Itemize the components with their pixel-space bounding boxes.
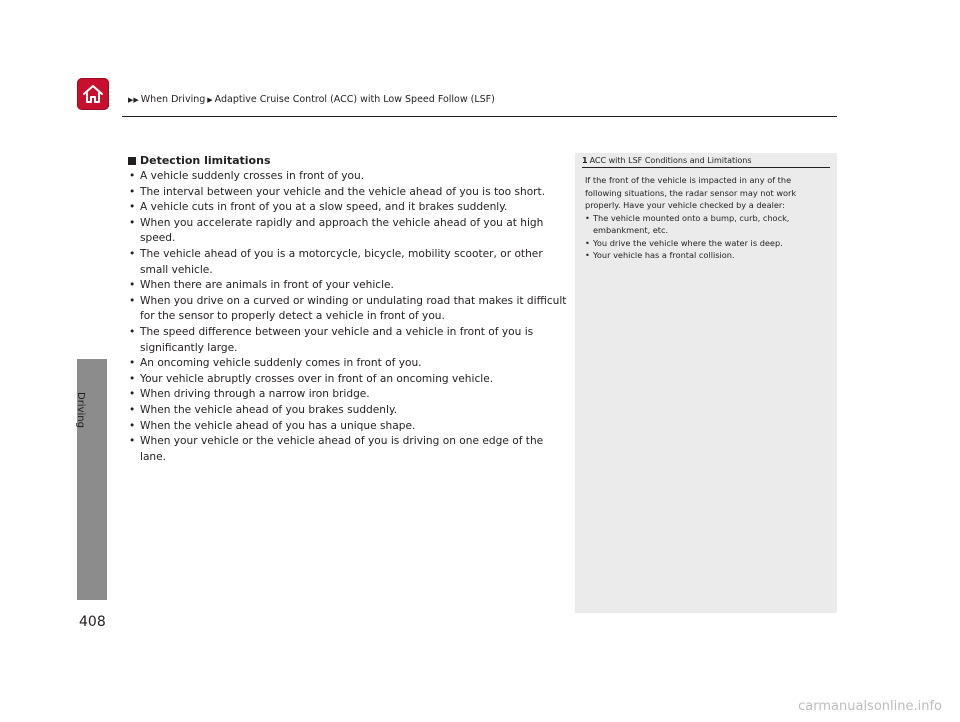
page-number: 408 <box>79 614 106 630</box>
side-note-body <box>575 168 837 262</box>
list-item: • The vehicle ahead of you is a motorcycle, bicycle, mobility scooter, or other small vehicle. <box>128 247 568 278</box>
square-bullet-icon <box>128 157 136 165</box>
list-item: • When driving through a narrow iron bridge. <box>128 387 568 403</box>
home-icon <box>81 83 105 105</box>
list-item: • When the vehicle ahead of you has a unique shape. <box>128 419 568 435</box>
list-item: • When your vehicle or the vehicle ahead of you is driving on one edge of the lane. <box>128 434 568 465</box>
breadcrumb-arrow-icon: ▶▶ <box>128 95 139 104</box>
side-note-heading[interactable] <box>582 156 830 168</box>
section-title: Detection limitations <box>140 154 271 167</box>
list-item: • A vehicle suddenly crosses in front of you. <box>128 169 568 185</box>
breadcrumb <box>128 94 495 105</box>
list-item: • When the vehicle ahead of you brakes suddenly. <box>128 403 568 419</box>
list-item: • An oncoming vehicle suddenly comes in front of you. <box>128 356 568 372</box>
header-divider <box>122 116 837 117</box>
list-item: • When there are animals in front of your vehicle. <box>128 278 568 294</box>
breadcrumb-arrow-icon: ▶ <box>207 95 213 104</box>
home-button[interactable] <box>77 78 109 110</box>
watermark: carmanualsonline.info <box>798 699 942 714</box>
side-note <box>575 153 837 613</box>
chapter-tab-divider <box>77 358 107 359</box>
list-item: • You drive the vehicle where the water is deep. <box>585 237 827 250</box>
list-item: • When you accelerate rapidly and approach the vehicle ahead of you at high speed. <box>128 216 568 247</box>
list-item: • The interval between your vehicle and the vehicle ahead of you is too short. <box>128 185 568 201</box>
chapter-tab-label: Driving <box>75 392 86 428</box>
side-note-intro: If the front of the vehicle is impacted in any of the following situations, the radar sensor may not work properly. Have your vehicle checked by a dealer: <box>585 175 797 210</box>
list-item: • Your vehicle abruptly crosses over in front of an oncoming vehicle. <box>128 372 568 388</box>
side-note-title: ACC with LSF Conditions and Limitations <box>589 156 752 165</box>
list-item: • The speed difference between your vehicle and a vehicle in front of you is significantly large. <box>128 325 568 356</box>
section-heading <box>128 154 568 167</box>
list-item: • A vehicle cuts in front of you at a slow speed, and it brakes suddenly. <box>128 200 568 216</box>
main-content <box>128 154 568 465</box>
note-ref-number: 1 <box>582 156 588 165</box>
limitations-list <box>128 169 568 465</box>
breadcrumb-link-when-driving[interactable]: When Driving <box>140 94 206 105</box>
list-item: • The vehicle mounted onto a bump, curb, chock, embankment, etc. <box>585 212 827 237</box>
side-note-list <box>585 212 827 262</box>
list-item: • Your vehicle has a frontal collision. <box>585 249 827 262</box>
breadcrumb-current-acc: Adaptive Cruise Control (ACC) with Low Speed Follow (LSF) <box>214 94 495 105</box>
list-item: • When you drive on a curved or winding or undulating road that makes it difficult for the sensor to properly detect a vehicle in front of you. <box>128 294 568 325</box>
